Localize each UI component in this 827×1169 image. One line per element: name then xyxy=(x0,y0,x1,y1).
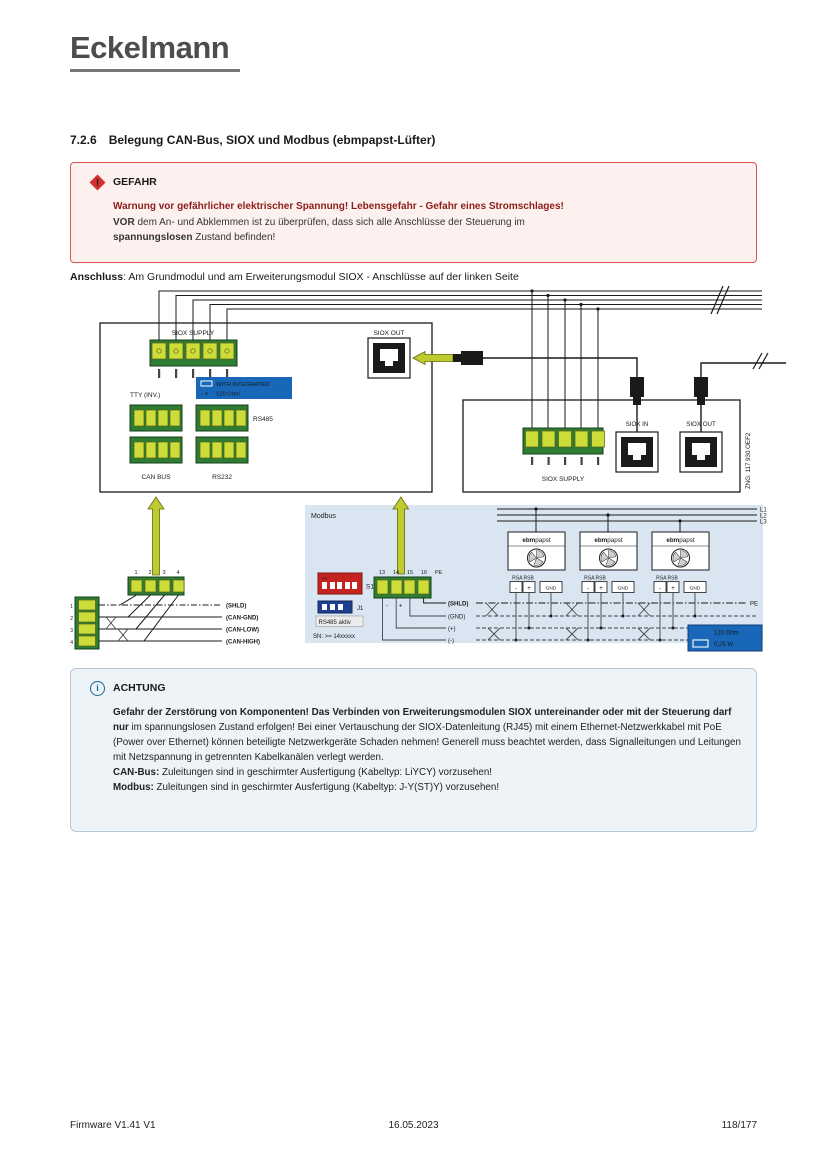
svg-text:- +: - + xyxy=(201,390,209,398)
svg-text:ebmpapst: ebmpapst xyxy=(666,537,695,544)
ext-siox-out-label: SIOX OUT xyxy=(686,421,716,428)
svg-text:120 Ohm: 120 Ohm xyxy=(714,630,739,637)
rs485-aktiv-label: RS485 aktiv xyxy=(318,620,351,626)
can-terminal-2: 2 xyxy=(148,570,152,576)
s1-label: S1 xyxy=(366,583,374,591)
j1-label: J1 xyxy=(357,606,364,612)
l1-label: L1 xyxy=(760,507,767,514)
svg-text:WITH INTEGRATED: WITH INTEGRATED xyxy=(216,382,270,388)
modbus-wire-shld-label: (SHLD) xyxy=(448,601,469,608)
can-pin-3: 3 xyxy=(70,628,73,634)
integrated-resistor-note xyxy=(196,377,292,399)
svg-text:GND: GND xyxy=(545,586,557,592)
can-bus-label: CAN BUS xyxy=(141,474,171,481)
can-wire-low-label: (CAN-LOW) xyxy=(226,627,259,634)
company-logo: Eckelmann xyxy=(70,30,230,65)
terminator-120ohm xyxy=(688,625,762,651)
can-wire-gnd-label: (CAN-GND) xyxy=(226,615,259,622)
modbus-area xyxy=(305,505,763,643)
rs485-label: RS485 xyxy=(253,416,273,423)
attention-title: ACHTUNG xyxy=(113,682,166,694)
svg-text:0,25 W: 0,25 W xyxy=(714,642,734,648)
attention-paragraph: Gefahr der Zerstörung von Komponenten! Das Verbinden von Erweiterungsmodulen SIOX untereinander oder mit der Steuerung darf nur im spannungslosen Zustand erfolgen! Bei einer Vertauschung der SIOX-Datenleitung (RJ45) mit einem Ethernet-Netzwerkkabel mit PoE (Power over Ethernet) können beteiligte Netzwerkgeräte Schaden nehmen! Generell muss beachtet werden, dass Signalleitungen und Leitungen mit Netzspannung in getrennten Kabelkanälen verlegt werden. xyxy=(113,707,741,763)
svg-text:120 Ohm: 120 Ohm xyxy=(216,391,240,398)
modbus-plus-mark: + xyxy=(398,602,403,610)
modbus-wire-gnd-label: (GND) xyxy=(448,614,466,621)
main-siox-out-rj45-jack xyxy=(368,338,410,378)
arrow-can-to-module xyxy=(148,497,164,575)
can-wires xyxy=(99,595,222,641)
rs485-connector xyxy=(196,405,248,431)
modbus-minus-mark: - xyxy=(385,602,389,610)
danger-box xyxy=(70,162,757,263)
footer-date: 16.05.2023 xyxy=(388,1120,439,1131)
attention-modbus-line: Modbus: Zuleitungen sind in geschirmter Ausfertigung (Kabeltyp: J-Y(ST)Y) vorzusehen! xyxy=(113,782,500,793)
modbus-pe-label: PE xyxy=(435,570,443,576)
info-icon: i xyxy=(90,681,105,696)
svg-text:ON: ON xyxy=(321,575,328,581)
modbus-terminal-16: 16 xyxy=(420,570,428,576)
svg-text:-: - xyxy=(658,585,662,592)
danger-line2: VOR dem An- und Abklemmen ist zu überprüfen, dass sich alle Anschlüsse der Steuerung im xyxy=(113,216,525,228)
ext-siox-supply-label: SIOX SUPPLY xyxy=(541,476,585,483)
anschluss-line: Anschluss: Am Grundmodul und am Erweiterungsmodul SIOX - Anschlüsse auf der linken Seite xyxy=(70,271,519,283)
main-siox-supply-label: SIOX SUPPLY xyxy=(171,330,215,337)
wiring-diagram xyxy=(0,285,827,665)
dip-switch-s1 xyxy=(318,573,362,594)
tty-label: TTY (INV.) xyxy=(130,392,161,399)
modbus-title: Modbus xyxy=(311,513,336,520)
svg-text:RSA RSB: RSA RSB xyxy=(584,575,606,582)
section-heading xyxy=(70,133,435,147)
svg-text:-: - xyxy=(514,585,518,592)
svg-text:+: + xyxy=(671,585,675,592)
svg-text:GND: GND xyxy=(617,586,629,592)
section-title: Belegung CAN-Bus, SIOX und Modbus (ebmpapst-Lüfter) xyxy=(108,133,436,147)
danger-title: GEFAHR xyxy=(113,176,157,188)
attention-text xyxy=(113,705,748,795)
can-bus-connector xyxy=(130,437,182,463)
modbus-connector xyxy=(374,577,431,598)
svg-text:RSA RSB: RSA RSB xyxy=(512,575,534,582)
can-pin-1: 1 xyxy=(70,604,73,610)
logo-underline xyxy=(70,69,240,72)
svg-text:ebmpapst: ebmpapst xyxy=(594,537,623,544)
svg-text:RSA RSB: RSA RSB xyxy=(656,575,678,582)
can-plug-connector xyxy=(128,577,184,595)
danger-diamond-icon xyxy=(89,174,106,191)
can-field-connector xyxy=(75,597,99,649)
svg-text:ebmpapst: ebmpapst xyxy=(522,537,551,544)
danger-line1: Warnung vor gefährlicher elektrischer Spannung! Lebensgefahr - Gefahr eines Stromschlages! xyxy=(113,201,564,212)
svg-text:+: + xyxy=(599,585,603,592)
danger-text xyxy=(113,199,738,246)
modbus-wire-minus-label: (-) xyxy=(448,638,454,645)
rs232-connector xyxy=(196,437,248,463)
l3-label: L3 xyxy=(760,519,767,526)
attention-can-line: CAN-Bus: Zuleitungen sind in geschirmter Ausfertigung (Kabeltyp: LiYCY) vorzusehen! xyxy=(113,767,492,778)
tty-connector xyxy=(130,405,182,431)
svg-text:!: ! xyxy=(95,178,100,190)
main-siox-out-label: SIOX OUT xyxy=(373,330,405,337)
footer-firmware: Firmware V1.41 V1 xyxy=(70,1120,156,1131)
can-pin-2: 2 xyxy=(70,616,73,622)
pe-right-label: PE xyxy=(750,601,759,608)
svg-text:+: + xyxy=(527,585,531,592)
can-pin-4: 4 xyxy=(70,640,73,646)
modbus-terminal-13: 13 xyxy=(378,570,386,576)
ext-siox-in-label: SIOX IN xyxy=(625,421,649,428)
modbus-terminal-15: 15 xyxy=(406,570,414,576)
rs232-label: RS232 xyxy=(212,474,232,481)
drawing-number: ZNG: 117 930 OEF2 xyxy=(745,432,752,489)
can-terminal-3: 3 xyxy=(162,570,166,576)
svg-text:GND: GND xyxy=(689,586,701,592)
footer-page-number: 118/177 xyxy=(721,1120,757,1131)
can-terminal-1: 1 xyxy=(134,570,138,576)
modbus-wire-plus-label: (+) xyxy=(448,626,456,633)
can-terminal-4: 4 xyxy=(176,570,180,576)
attention-box xyxy=(70,668,757,832)
l2-label: L2 xyxy=(760,513,767,520)
section-number: 7.2.6 xyxy=(70,133,97,147)
svg-text:-: - xyxy=(586,585,590,592)
jumper-j1 xyxy=(318,601,352,613)
ext-siox-in-rj45-jack xyxy=(616,432,658,472)
modbus-terminal-14: 14 xyxy=(392,570,400,576)
serial-number-note: SN: >= 14xxxxx xyxy=(313,634,356,640)
danger-line3: spannungslosen Zustand befinden! xyxy=(113,232,276,243)
can-wire-high-label: (CAN-HIGH) xyxy=(226,639,260,646)
ext-siox-out-rj45-jack xyxy=(680,432,722,472)
can-wire-shld-label: (SHLD) xyxy=(226,603,247,610)
